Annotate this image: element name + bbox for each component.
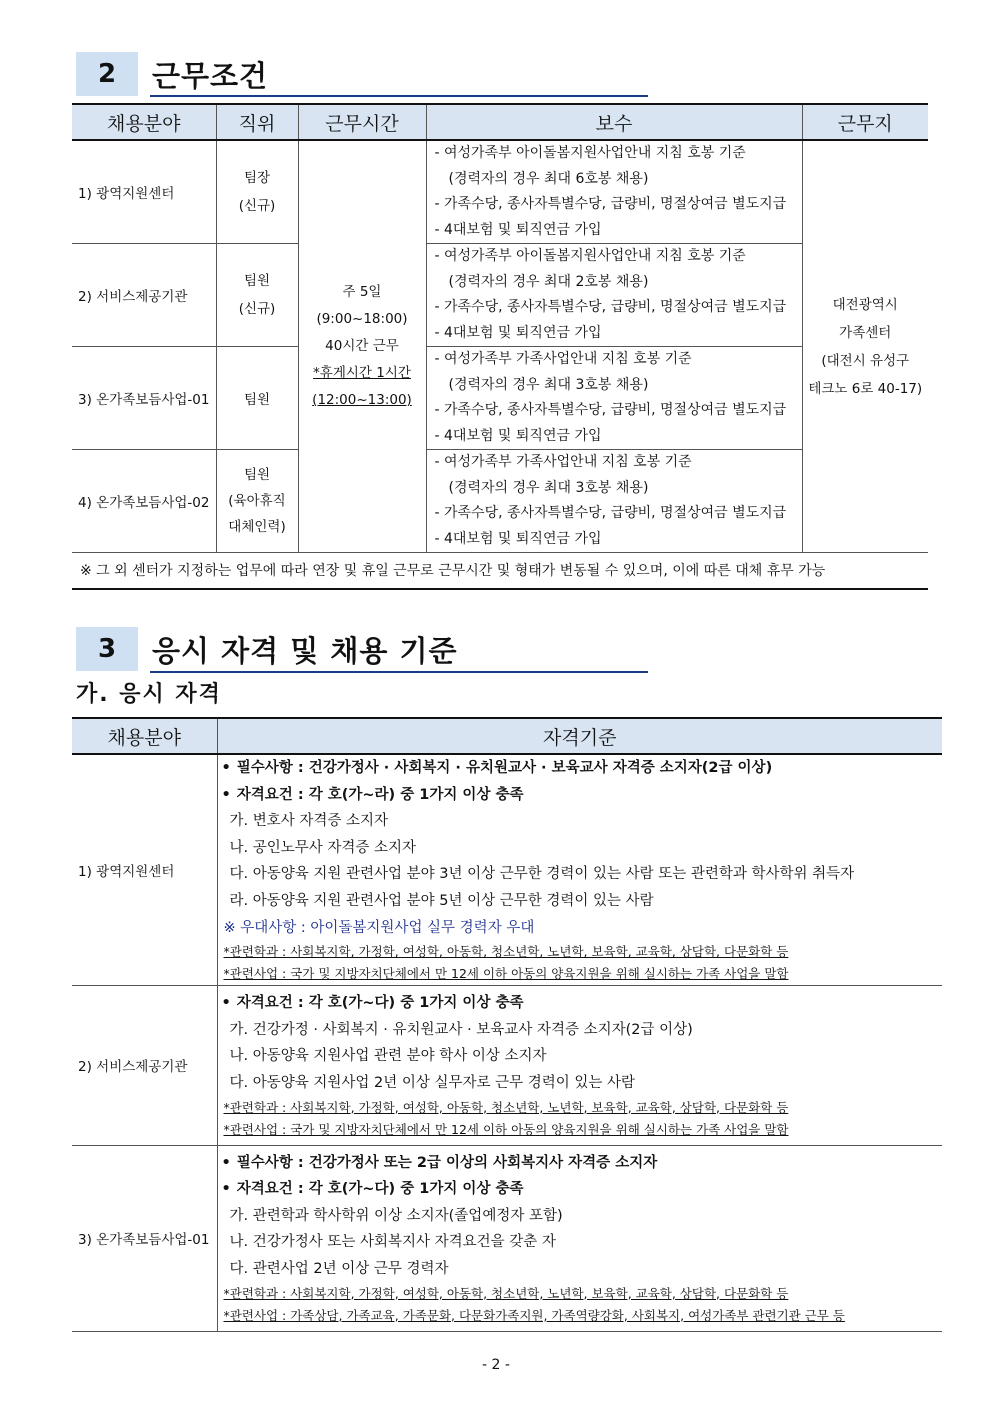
field-cell: 3) 온가족보듬사업-01 xyxy=(72,1145,217,1331)
criteria-cell xyxy=(217,986,942,1145)
criteria-note: *관련학과 : 사회복지학, 가정학, 여성학, 아동학, 청소년학, 노년학, 보육학, 교육학, 상담학, 다문화학 등 xyxy=(223,1285,789,1301)
pay-line: - 4대보험 및 퇴직연금 가입 xyxy=(434,221,602,238)
field-cell: 2) 서비스제공기관 xyxy=(72,244,216,347)
criteria-item: 다. 아동양육 지원 관련사업 분야 3년 이상 근무한 경력이 있는 사람 또는 관련학과 학사학위 취득자 xyxy=(229,866,855,883)
header-position: 직위 xyxy=(216,104,298,140)
pay-line: - 4대보험 및 퇴직연금 가입 xyxy=(434,324,602,341)
table-header-row xyxy=(72,718,942,754)
position-line: (신규) xyxy=(238,301,276,317)
pay-line: (경력자의 경우 최대 2호봉 채용) xyxy=(448,273,649,290)
criteria-text: 필수사항 : 건강가정사 · 사회복지 · 유치원교사 · 보육교사 자격증 소지자(2급 이상) xyxy=(236,760,773,776)
bullet-icon: • xyxy=(221,760,231,776)
table-row xyxy=(72,986,942,1145)
pay-cell xyxy=(426,244,802,347)
criteria-item: 가. 변호사 자격증 소지자 xyxy=(229,813,389,830)
criteria-note: *관련사업 : 가족상담, 가족교육, 가족문화, 다문화가족지원, 가족역량강화, 사회복지, 여성가족부 관련기관 근무 등 xyxy=(223,1307,845,1323)
criteria-item: 가. 관련학과 학사학위 이상 소지자(졸업예정자 포함) xyxy=(229,1207,563,1224)
section-number: 2 xyxy=(76,52,138,96)
pay-line: - 여성가족부 가족사업안내 지침 호봉 기준 xyxy=(434,454,692,470)
criteria-text: 자격요건 : 각 호(가~다) 중 1가지 이상 충족 xyxy=(236,995,524,1012)
workplace-line: 대전광역시 xyxy=(832,296,898,313)
workplace-line: 테크노 6로 40-17) xyxy=(808,380,923,397)
field-cell: 1) 광역지원센터 xyxy=(72,754,217,986)
header-field: 채용분야 xyxy=(72,718,217,754)
preference-line: ※ 우대사항 : 아이돌봄지원사업 실무 경력자 우대 xyxy=(223,919,535,936)
criteria-note: *관련학과 : 사회복지학, 가정학, 여성학, 아동학, 청소년학, 노년학, 보육학, 교육학, 상담학, 다문화학 등 xyxy=(223,944,789,960)
criteria-item: 가. 건강가정 · 사회복지 · 유치원교사 · 보육교사 자격증 소지자(2급 이상) xyxy=(229,1021,693,1038)
work-hours-cell xyxy=(298,140,426,553)
criteria-line xyxy=(218,1176,943,1203)
criteria-line xyxy=(218,755,943,782)
workplace-line: 가족센터 xyxy=(839,324,892,341)
pay-cell xyxy=(426,140,802,244)
criteria-text: 자격요건 : 각 호(가~라) 중 1가지 이상 충족 xyxy=(236,786,524,803)
section-number: 3 xyxy=(76,627,138,671)
section-title: 응시 자격 및 채용 기준 xyxy=(152,633,458,668)
table-row xyxy=(72,1145,942,1331)
criteria-cell xyxy=(217,1145,942,1331)
position-cell xyxy=(216,347,298,450)
criteria-note: *관련사업 : 국가 및 지방자치단체에서 만 12세 이하 아동의 양육지원을 위해 실시하는 가족 사업을 말함 xyxy=(223,1121,789,1137)
pay-line: (경력자의 경우 최대 6호봉 채용) xyxy=(448,170,649,187)
section-underline xyxy=(150,95,648,97)
header-workplace: 근무지 xyxy=(802,104,928,140)
position-cell xyxy=(216,244,298,347)
pay-line: - 가족수당, 종사자특별수당, 급량비, 명절상여금 별도지급 xyxy=(434,402,787,418)
page-number: - 2 - xyxy=(482,1357,510,1373)
pay-line: - 가족수당, 종사자특별수당, 급량비, 명절상여금 별도지급 xyxy=(434,505,787,521)
criteria-item: 나. 공인노무사 자격증 소지자 xyxy=(229,839,417,856)
section-3-heading xyxy=(76,627,458,671)
criteria-item: 나. 아동양육 지원사업 관련 분야 학사 이상 소지자 xyxy=(229,1048,547,1065)
break-line: *휴게시간 1시간 xyxy=(313,365,411,381)
field-cell: 2) 서비스제공기관 xyxy=(72,986,217,1145)
table-row xyxy=(72,754,942,986)
hours-line: 40시간 근무 xyxy=(325,338,399,354)
field-cell: 3) 온가족보듬사업-01 xyxy=(72,347,216,450)
field-cell: 1) 광역지원센터 xyxy=(72,140,216,244)
pay-line: - 4대보험 및 퇴직연금 가입 xyxy=(434,530,602,547)
header-field: 채용분야 xyxy=(72,104,216,140)
field-cell: 4) 온가족보듬사업-02 xyxy=(72,450,216,553)
table-row xyxy=(72,140,928,244)
pay-line: - 여성가족부 아이돌봄지원사업안내 지침 호봉 기준 xyxy=(434,145,746,161)
position-line: 대체인력) xyxy=(228,519,286,535)
pay-cell xyxy=(426,347,802,450)
table-row xyxy=(72,450,928,553)
bullet-icon: • xyxy=(221,995,231,1012)
table-header-row xyxy=(72,104,928,140)
section-2-heading xyxy=(76,52,268,96)
position-line: 팀원 xyxy=(243,392,271,408)
pay-line: (경력자의 경우 최대 3호봉 채용) xyxy=(448,479,649,496)
hours-line: 주 5일(9:00~18:00) xyxy=(316,284,408,327)
criteria-text: 필수사항 : 건강가정사 또는 2급 이상의 사회복지사 자격증 소지자 xyxy=(236,1154,658,1171)
pay-line: - 여성가족부 아이돌봄지원사업안내 지침 호봉 기준 xyxy=(434,248,746,264)
pay-line: - 4대보험 및 퇴직연금 가입 xyxy=(434,427,602,444)
table-row xyxy=(72,347,928,450)
criteria-note: *관련사업 : 국가 및 지방자치단체에서 만 12세 이하 아동의 양육지원을 위해 실시하는 가족 사업을 말함 xyxy=(223,966,789,982)
position-line: (육아휴직 xyxy=(228,493,286,509)
position-line: (신규) xyxy=(238,198,276,214)
criteria-cell xyxy=(217,754,942,986)
position-cell xyxy=(216,450,298,553)
criteria-line xyxy=(218,990,943,1017)
criteria-line xyxy=(218,782,943,809)
bullet-icon: • xyxy=(221,1154,231,1171)
bullet-icon: • xyxy=(221,1181,231,1198)
position-cell xyxy=(216,140,298,244)
criteria-item: 라. 아동양육 지원 관련사업 분야 5년 이상 근무한 경력이 있는 사람 xyxy=(229,892,654,909)
position-line: 팀원 xyxy=(243,273,271,289)
header-criteria: 자격기준 xyxy=(217,718,942,754)
header-hours: 근무시간 xyxy=(298,104,426,140)
bullet-icon: • xyxy=(221,786,231,803)
criteria-text: 자격요건 : 각 호(가~다) 중 1가지 이상 충족 xyxy=(236,1181,524,1198)
section-title: 근무조건 xyxy=(152,58,269,93)
workplace-line: (대전시 유성구 xyxy=(821,352,910,369)
note-row xyxy=(72,553,928,589)
qualifications-table xyxy=(72,717,942,1332)
note-text: ※ 그 외 센터가 지정하는 업무에 따라 연장 및 휴일 근무로 근무시간 및 형태가 변동될 수 있으며, 이에 따른 대체 휴무 가능 xyxy=(72,553,928,589)
pay-line: - 여성가족부 가족사업안내 지침 호봉 기준 xyxy=(434,351,692,367)
work-conditions-table xyxy=(72,103,928,590)
criteria-item: 나. 건강가정사 또는 사회복지사 자격요건을 갖춘 자 xyxy=(229,1234,556,1251)
break-time-line: (12:00~13:00) xyxy=(312,392,412,408)
pay-line: - 가족수당, 종사자특별수당, 급량비, 명절상여금 별도지급 xyxy=(434,196,787,212)
position-line: 팀장 xyxy=(243,170,271,186)
criteria-item: 다. 관련사업 2년 이상 근무 경력자 xyxy=(229,1260,449,1277)
workplace-cell xyxy=(802,140,928,553)
criteria-item: 다. 아동양육 지원사업 2년 이상 실무자로 근무 경력이 있는 사람 xyxy=(229,1074,635,1091)
table-row xyxy=(72,244,928,347)
pay-line: (경력자의 경우 최대 3호봉 채용) xyxy=(448,376,649,393)
criteria-line xyxy=(218,1150,943,1177)
section-underline xyxy=(150,671,648,673)
criteria-note: *관련학과 : 사회복지학, 가정학, 여성학, 아동학, 청소년학, 노년학, 보육학, 교육학, 상담학, 다문화학 등 xyxy=(223,1099,789,1115)
pay-cell xyxy=(426,450,802,553)
position-line: 팀원 xyxy=(243,467,271,483)
subsection-title: 가. 응시 자격 xyxy=(76,682,222,707)
pay-line: - 가족수당, 종사자특별수당, 급량비, 명절상여금 별도지급 xyxy=(434,299,787,315)
header-pay: 보수 xyxy=(426,104,802,140)
